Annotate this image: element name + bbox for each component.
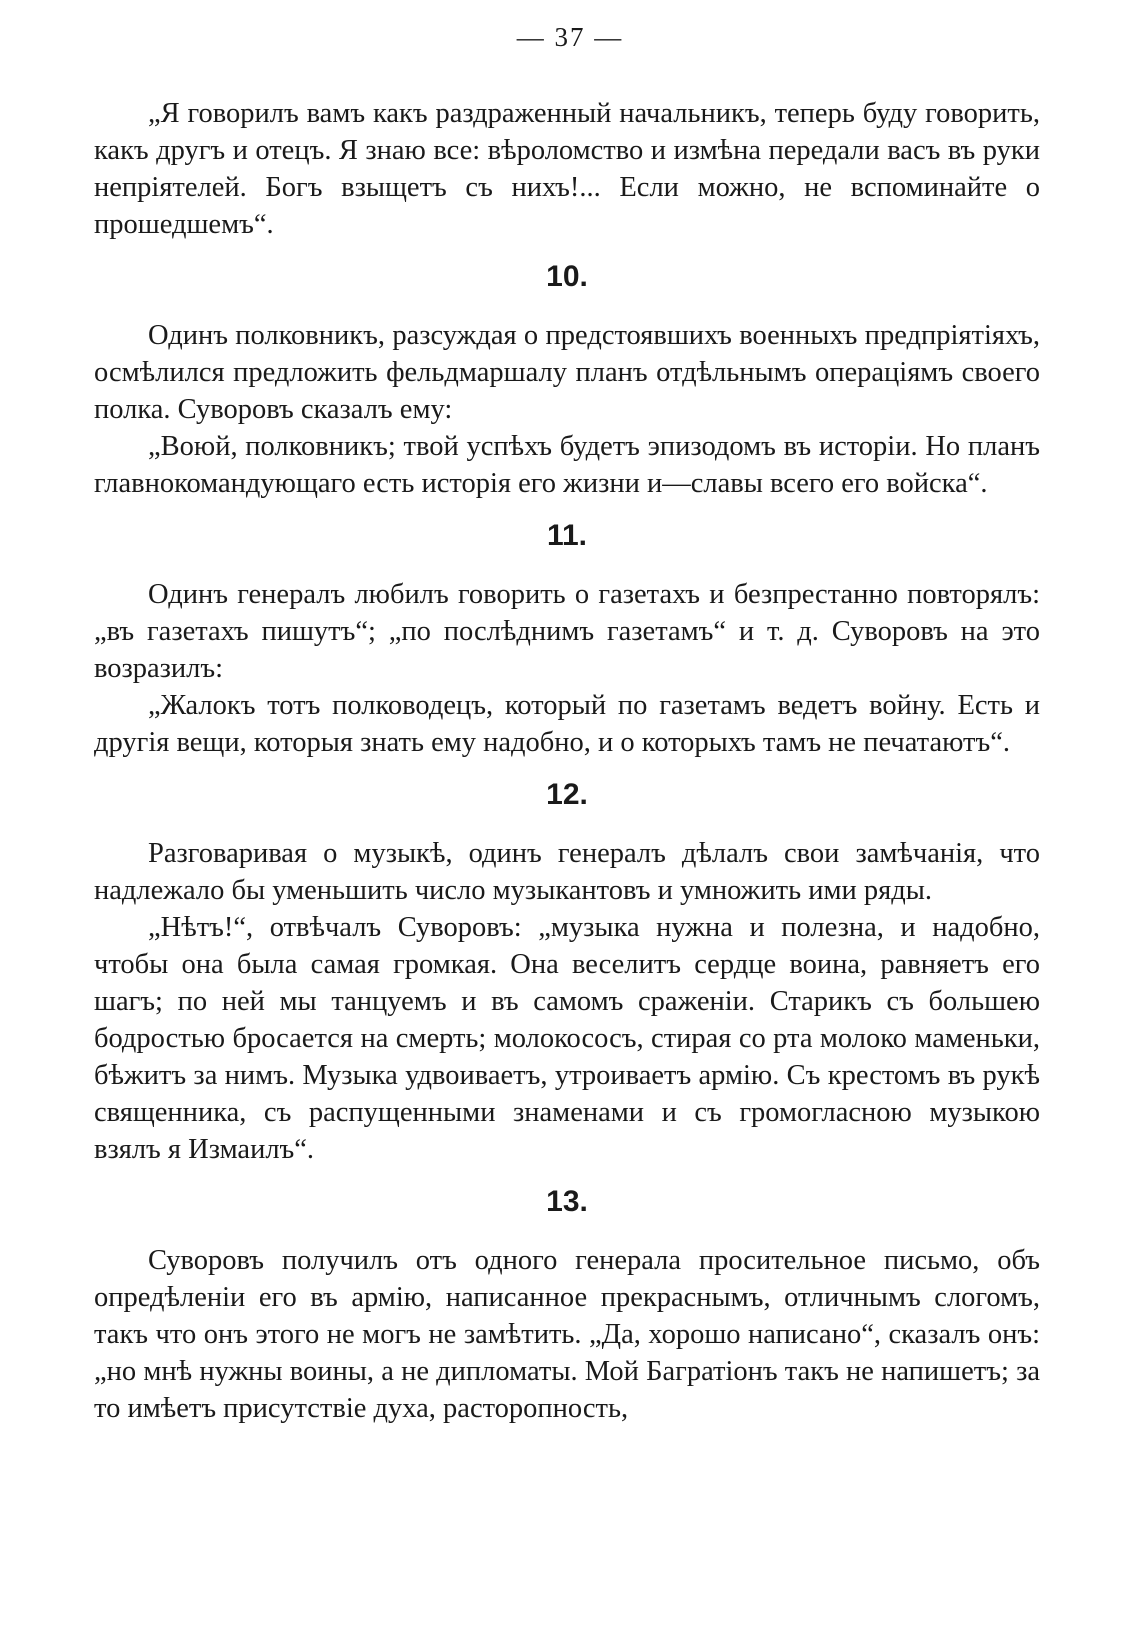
intro-paragraph: „Я говорилъ вамъ какъ раздраженный начальникъ, теперь буду говорить, какъ другъ и отецъ. Я знаю все: вѣроломство и измѣна передали васъ въ руки непріятелей. Богъ взыщетъ съ нихъ!... Если можно, не вспоминайте о прошедшемъ“.: [94, 98, 1040, 240]
section-13: [94, 1168, 1040, 1427]
quote-paragraph: „Воюй, полковникъ; твой успѣхъ будетъ эпизодомъ въ исторіи. Но планъ главнокомандующаго есть исторія его жизни и—славы всего его войска“.: [94, 431, 1040, 499]
section-10: [94, 243, 1040, 502]
section-heading: 13.: [546, 1185, 588, 1218]
page-number: — 37 —: [516, 22, 624, 52]
page-text: [94, 95, 1040, 1427]
section-heading: 12.: [546, 778, 588, 811]
quote-paragraph: „Жалокъ тотъ полководецъ, который по газетамъ ведетъ войну. Есть и другія вещи, которыя знать ему надобно, и о которыхъ тамъ не печатаютъ“.: [94, 690, 1040, 758]
section-12: [94, 761, 1040, 1168]
paragraph: Одинъ полковникъ, разсуждая о предстоявшихъ военныхъ предпріятіяхъ, осмѣлился предложить фельдмаршалу планъ отдѣльнымъ операціямъ своего полка. Суворовъ сказалъ ему:: [94, 320, 1040, 425]
section-11: [94, 502, 1040, 761]
paragraph: Разговаривая о музыкѣ, одинъ генералъ дѣлалъ свои замѣчанія, что надлежало бы уменьшить число музыкантовъ и умножить ими ряды.: [94, 838, 1040, 906]
section-heading: 10.: [546, 260, 588, 293]
paragraph: Одинъ генералъ любилъ говорить о газетахъ и безпрестанно повторялъ: „въ газетахъ пишутъ“; „по послѣднимъ газетамъ“ и т. д. Суворовъ на это возразилъ:: [94, 579, 1040, 684]
section-heading: 11.: [546, 519, 588, 552]
quote-paragraph: „Нѣтъ!“, отвѣчалъ Суворовъ: „музыка нужна и полезна, и надобно, чтобы она была самая громкая. Она веселитъ сердце воина, равняетъ его шагъ; по ней мы танцуемъ и въ самомъ сраженіи. Старикъ съ большею бодростью бросается на смерть; молокососъ, стирая со рта молоко маменьки, бѣжитъ за нимъ. Музыка удвоиваетъ, утроиваетъ армію. Съ крестомъ въ рукѣ священника, съ распущенными знаменами и съ громогласною музыкою взялъ я Измаилъ“.: [94, 912, 1040, 1165]
paragraph: Суворовъ получилъ отъ одного генерала просительное письмо, объ опредѣленіи его въ армію, написанное прекраснымъ, отличнымъ слогомъ, такъ что онъ этого не могъ не замѣтить. „Да, хорошо написано“, сказалъ онъ: „но мнѣ нужны воины, а не дипломаты. Мой Багратіонъ такъ не напишетъ; за то имѣетъ присутствіе духа, расторопность,: [94, 1245, 1040, 1424]
